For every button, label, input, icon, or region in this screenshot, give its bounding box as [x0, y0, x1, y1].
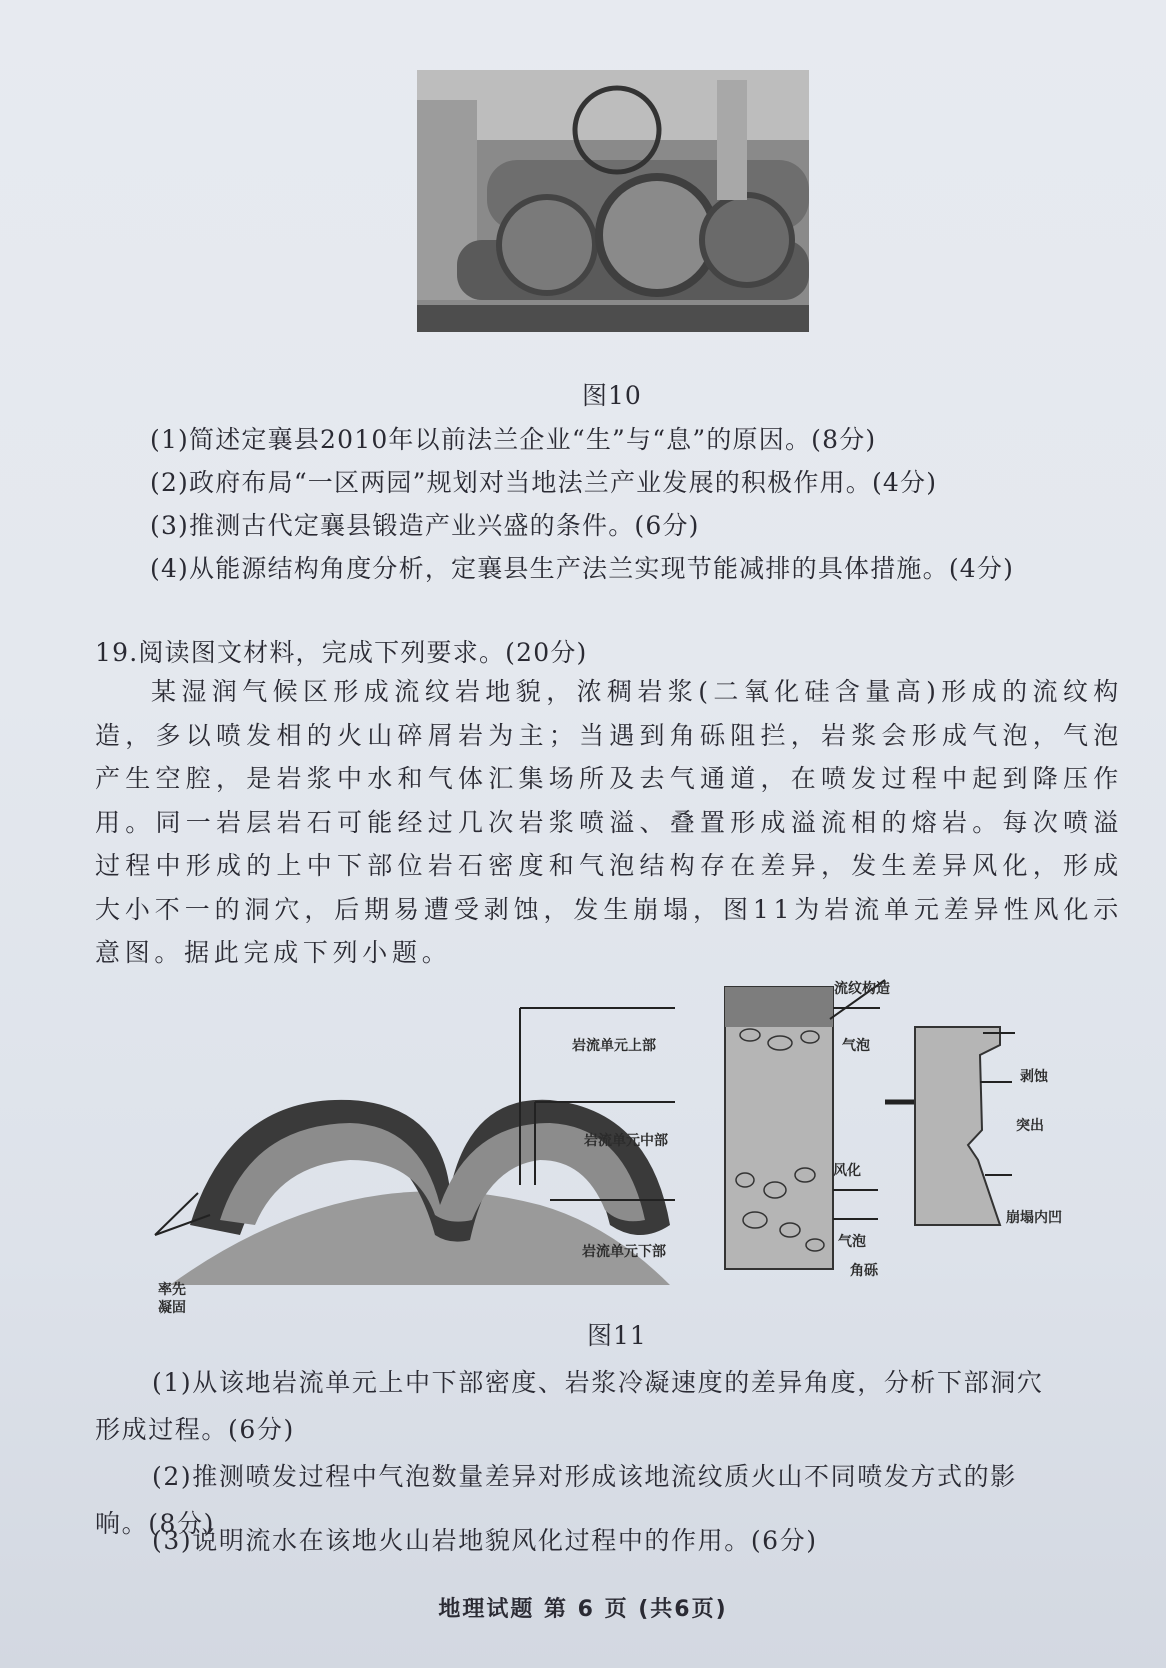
label-first-solidified-1: 率先 [158, 1282, 186, 1298]
label-bubble-bottom: 气泡 [838, 1234, 866, 1250]
q18-item-3: (3)推测古代定襄县锻造产业兴盛的条件。(6分) [150, 511, 700, 540]
q19-item-3: (3)说明流水在该地火山岩地貌风化过程中的作用。(6分) [152, 1526, 818, 1555]
label-first-solidified-2: 凝固 [158, 1300, 186, 1316]
label-weathering: 风化 [833, 1163, 861, 1179]
q18-item-2: (2)政府布局“一区两园”规划对当地法兰产业发展的积极作用。(4分) [150, 468, 938, 497]
label-breccia: 角砾 [850, 1263, 878, 1279]
q19-item-2-line-1: (2)推测喷发过程中气泡数量差异对形成该地流纹质火山不同喷发方式的影 [152, 1462, 1017, 1491]
q19-material: 某湿润气候区形成流纹岩地貌，浓稠岩浆(二氧化硅含量高)形成的流纹构造，多以喷发相的火山碎屑岩为主；当遇到角砾阻拦，岩浆会形成气泡，气泡产生空腔，是岩浆中水和气体汇集场所及去气通道，在喷发过程中起到降压作用。同一岩层岩石可能经过几次岩浆喷溢、叠置形成溢流相的熔岩。每次喷溢过程中形成的上中下部位岩石密度和气泡结构存在差异，发生差异风化，形成大小不一的洞穴，后期易遭受剥蚀，发生崩塌，图11为岩流单元差异性风化示意图。据此完成下列小题。 [95, 677, 1123, 967]
flow-structure-band [725, 987, 833, 1027]
label-collapse-recess: 崩塌内凹 [1006, 1210, 1062, 1226]
figure-10-photo [417, 70, 809, 332]
q19-item-1-line-1: (1)从该地岩流单元上中下部密度、岩浆冷凝速度的差异角度，分析下部洞穴 [152, 1368, 1044, 1397]
label-unit-bottom: 岩流单元下部 [582, 1244, 666, 1260]
figure-11-caption: 图11 [587, 1321, 647, 1350]
label-protrusion: 突出 [1016, 1118, 1044, 1134]
label-unit-top: 岩流单元上部 [572, 1038, 656, 1054]
q18-item-1: (1)简述定襄县2010年以前法兰企业“生”与“息”的原因。(8分) [150, 425, 877, 454]
label-unit-middle: 岩流单元中部 [584, 1133, 668, 1149]
label-flow-structure: 流纹构造 [834, 981, 890, 997]
label-bubble-top: 气泡 [842, 1038, 870, 1054]
q19-item-1-line-2: 形成过程。(6分) [95, 1415, 295, 1444]
label-erosion: 剥蚀 [1020, 1069, 1048, 1085]
q19-heading: 19.阅读图文材料，完成下列要求。(20分) [95, 638, 588, 667]
figure-10-caption: 图10 [582, 381, 642, 410]
rock-column-after [915, 1027, 1000, 1225]
q19-item-2-line-2: 响。(8分) [95, 1509, 216, 1538]
rock-column-before [725, 987, 833, 1269]
q18-item-4: (4)从能源结构角度分析，定襄县生产法兰实现节能减排的具体措施。(4分) [150, 554, 1015, 583]
page-footer: 地理试题 第 6 页 (共6页) [438, 1597, 728, 1622]
